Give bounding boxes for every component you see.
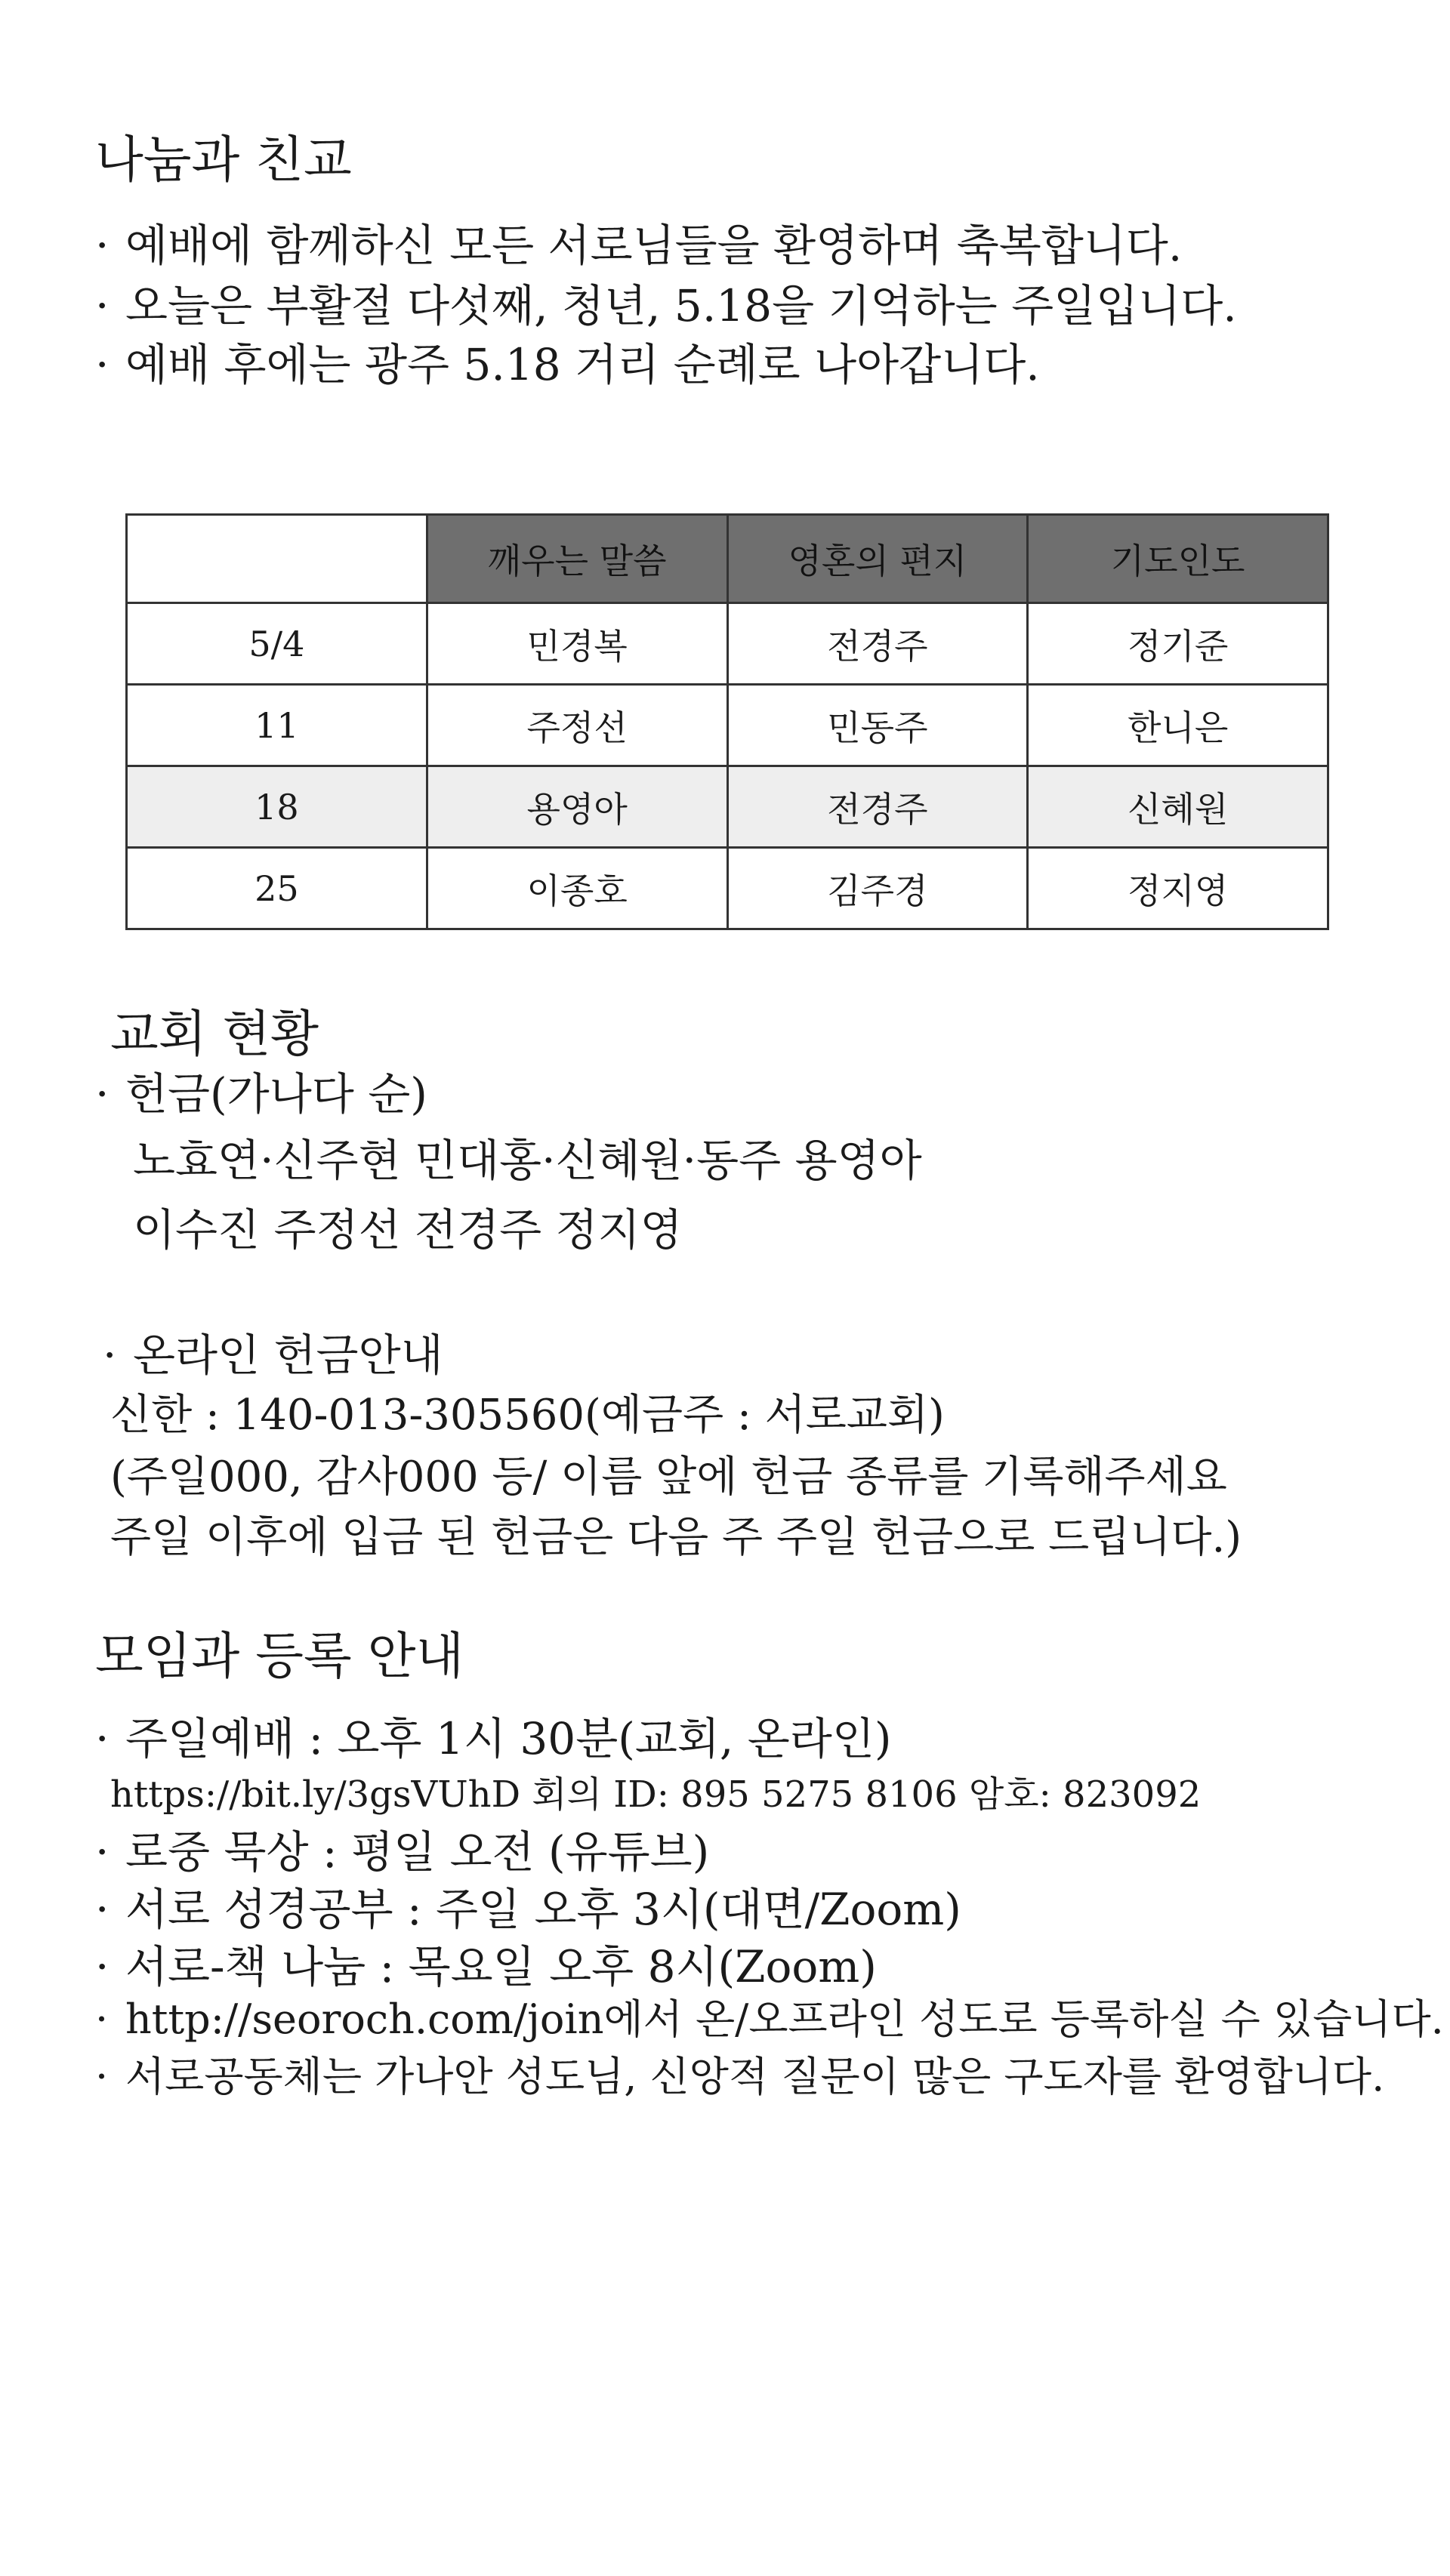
- offering-names: 이수진 주정선 전경주 정지영: [133, 1204, 683, 1256]
- schedule-table: [125, 513, 1329, 930]
- sharing-item: · 오늘은 부활절 다섯째, 청년, 5.18을 기억하는 주일입니다.: [95, 280, 1237, 331]
- sharing-item: · 예배에 함께하신 모든 서로님들을 환영하며 축복합니다.: [95, 220, 1183, 271]
- prayer-cell: 정지영: [1028, 848, 1328, 929]
- bank-account: 신한 : 140-013-305560(예금주 : 서로교회): [110, 1391, 945, 1440]
- header-word: 깨우는 말씀: [427, 515, 727, 603]
- table-row: [127, 603, 1328, 685]
- prayer-cell: 한니은: [1028, 685, 1328, 766]
- church-title: 교회 현황: [110, 1005, 319, 1063]
- word-cell: 민경복: [427, 603, 727, 685]
- header-letter: 영혼의 편지: [727, 515, 1028, 603]
- table-row: [127, 848, 1328, 929]
- prayer-cell: 정기준: [1028, 603, 1328, 685]
- table-row: [127, 685, 1328, 766]
- meeting-item: · 서로 성경공부 : 주일 오후 3시(대면/Zoom): [95, 1884, 961, 1935]
- offering-names: 노효연·신주현 민대홍·신혜원·동주 용영아: [133, 1135, 922, 1186]
- offering-note: 주일 이후에 입금 된 헌금은 다음 주 주일 헌금으로 드립니다.): [110, 1513, 1242, 1562]
- online-offering-label: · 온라인 헌금안내: [103, 1330, 443, 1381]
- letter-cell: 김주경: [727, 848, 1028, 929]
- meeting-item: · 서로공동체는 가나안 성도님, 신앙적 질문이 많은 구도자를 환영합니다.: [95, 2053, 1385, 2100]
- word-cell: 용영아: [427, 766, 727, 848]
- meeting-item: · 로중 묵상 : 평일 오전 (유튜브): [95, 1826, 710, 1878]
- table-header-row: [127, 515, 1328, 603]
- offering-note: (주일000, 감사000 등/ 이름 앞에 헌금 종류를 기록해주세요: [110, 1453, 1227, 1502]
- prayer-cell: 신혜원: [1028, 766, 1328, 848]
- table-row: [127, 766, 1328, 848]
- letter-cell: 전경주: [727, 603, 1028, 685]
- date-cell: 25: [127, 848, 427, 929]
- word-cell: 이종호: [427, 848, 727, 929]
- date-cell: 18: [127, 766, 427, 848]
- meeting-item: · 서로-책 나눔 : 목요일 오후 8시(Zoom): [95, 1941, 877, 1992]
- worship-time: · 주일예배 : 오후 1시 30분(교회, 온라인): [95, 1713, 892, 1764]
- meetings-title: 모임과 등록 안내: [95, 1627, 464, 1685]
- letter-cell: 민동주: [727, 685, 1028, 766]
- sharing-item: · 예배 후에는 광주 5.18 거리 순례로 나아갑니다.: [95, 339, 1040, 390]
- meeting-item: · http://seoroch.com/join에서 온/오프라인 성도로 등록하실 수 있습니다.: [95, 1995, 1444, 2043]
- letter-cell: 전경주: [727, 766, 1028, 848]
- header-blank: [127, 515, 427, 603]
- zoom-info: https://bit.ly/3gsVUhD 회의 ID: 895 5275 8106 암호: 823092: [110, 1773, 1202, 1816]
- offering-label: · 헌금(가나다 순): [95, 1068, 427, 1120]
- date-cell: 11: [127, 685, 427, 766]
- word-cell: 주정선: [427, 685, 727, 766]
- header-prayer: 기도인도: [1028, 515, 1328, 603]
- date-cell: 5/4: [127, 603, 427, 685]
- sharing-title: 나눔과 친교: [95, 131, 352, 189]
